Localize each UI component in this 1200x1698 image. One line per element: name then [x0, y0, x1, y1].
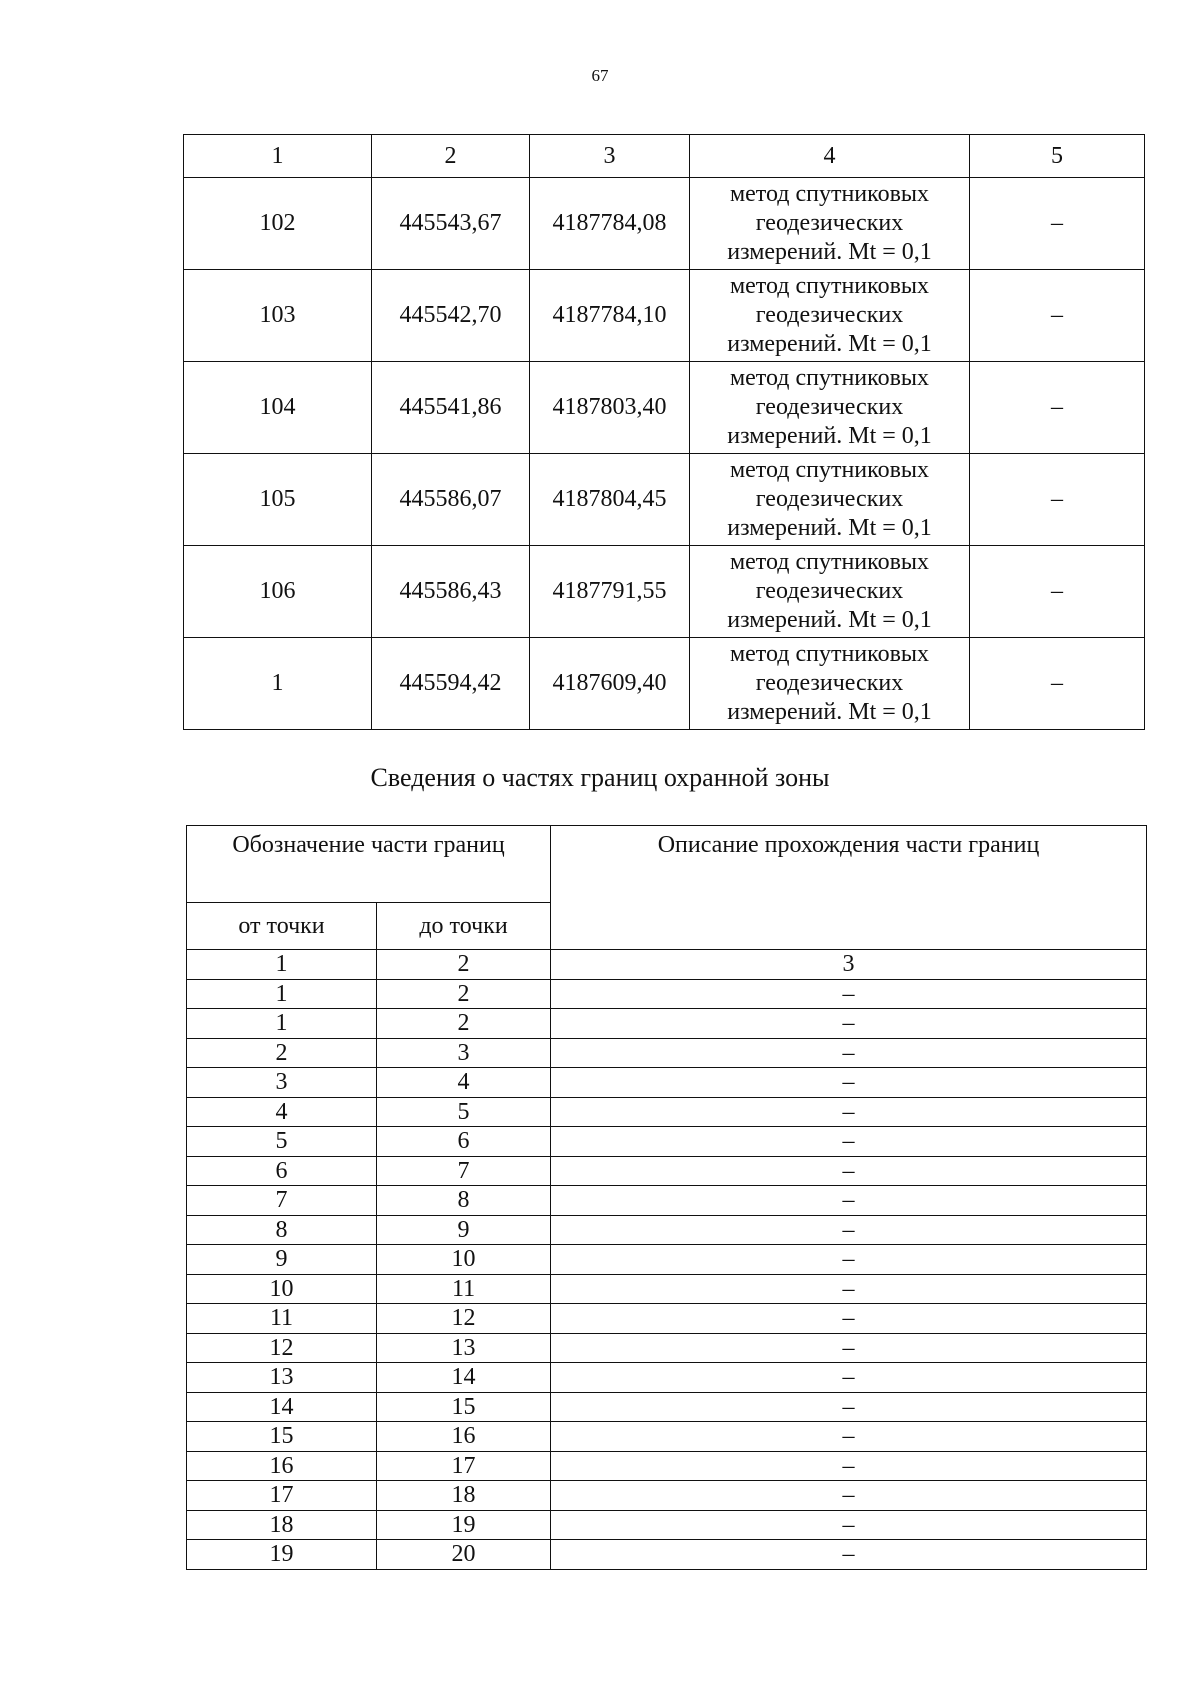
from-point-cell: 5: [187, 1127, 377, 1157]
description-cell: –: [551, 1333, 1147, 1363]
description-cell: –: [551, 1274, 1147, 1304]
coordinates-row: [184, 546, 1145, 638]
from-point-cell: 17: [187, 1481, 377, 1511]
to-point-cell: 8: [377, 1186, 551, 1216]
note-cell: –: [970, 546, 1145, 638]
from-point-cell: 4: [187, 1097, 377, 1127]
table-row: [187, 1510, 1147, 1540]
boundary-parts-table: [186, 825, 1147, 1570]
from-point-cell: 1: [187, 1009, 377, 1039]
description-cell: –: [551, 1245, 1147, 1275]
from-point-cell: 1: [187, 979, 377, 1009]
to-point-cell: 5: [377, 1097, 551, 1127]
table-row: [187, 1245, 1147, 1275]
column-number: 5: [970, 135, 1145, 178]
method-line: геодезических: [755, 210, 904, 236]
parts-header-row: [187, 826, 1147, 903]
from-point-cell: 9: [187, 1245, 377, 1275]
from-point-cell: 7: [187, 1186, 377, 1216]
y-coordinate-cell: 4187784,10: [530, 270, 690, 362]
from-point-cell: 15: [187, 1422, 377, 1452]
table-row: [187, 1363, 1147, 1393]
table-row: [187, 1068, 1147, 1098]
method-line: геодезических: [755, 302, 904, 328]
to-point-cell: 15: [377, 1392, 551, 1422]
from-point-cell: 8: [187, 1215, 377, 1245]
coordinates-row: [184, 638, 1145, 730]
to-point-cell: 19: [377, 1510, 551, 1540]
description-cell: –: [551, 1510, 1147, 1540]
method-line: геодезических: [755, 670, 904, 696]
y-coordinate-cell: 4187804,45: [530, 454, 690, 546]
column-number: 2: [372, 135, 530, 178]
from-point-cell: 19: [187, 1540, 377, 1570]
designation-header: Обозначение части границ: [187, 826, 551, 903]
description-cell: –: [551, 1481, 1147, 1511]
description-cell: –: [551, 979, 1147, 1009]
description-cell: –: [551, 1156, 1147, 1186]
to-point-cell: 20: [377, 1540, 551, 1570]
point-number-cell: 104: [184, 362, 372, 454]
method-line: геодезических: [755, 578, 904, 604]
method-cell: [690, 270, 970, 362]
to-point-cell: 13: [377, 1333, 551, 1363]
to-point-cell: 3: [377, 1038, 551, 1068]
method-cell: [690, 362, 970, 454]
method-line: измерений. Mt = 0,1: [727, 515, 932, 541]
column-number: 3: [530, 135, 690, 178]
from-point-cell: 13: [187, 1363, 377, 1393]
column-number: 4: [690, 135, 970, 178]
description-cell: –: [551, 1540, 1147, 1570]
table-row: [187, 1009, 1147, 1039]
method-cell: [690, 546, 970, 638]
coordinates-table: [183, 134, 1145, 730]
description-cell: –: [551, 1451, 1147, 1481]
method-cell: [690, 178, 970, 270]
to-point-cell: 11: [377, 1274, 551, 1304]
from-point-cell: 14: [187, 1392, 377, 1422]
method-line: измерений. Mt = 0,1: [727, 331, 932, 357]
coordinates-row: [184, 362, 1145, 454]
coordinates-row: [184, 178, 1145, 270]
point-number-cell: 105: [184, 454, 372, 546]
to-point-cell: 10: [377, 1245, 551, 1275]
table-row: [187, 1156, 1147, 1186]
note-cell: –: [970, 638, 1145, 730]
method-line: измерений. Mt = 0,1: [727, 423, 932, 449]
x-coordinate-cell: 445594,42: [372, 638, 530, 730]
y-coordinate-cell: 4187791,55: [530, 546, 690, 638]
from-point-cell: 18: [187, 1510, 377, 1540]
y-coordinate-cell: 4187803,40: [530, 362, 690, 454]
from-point-cell: 16: [187, 1451, 377, 1481]
table-row: [187, 1333, 1147, 1363]
point-number-cell: 106: [184, 546, 372, 638]
note-cell: –: [970, 454, 1145, 546]
to-point-cell: 12: [377, 1304, 551, 1334]
description-cell: –: [551, 1363, 1147, 1393]
table-row: [187, 1422, 1147, 1452]
to-point-cell: 4: [377, 1068, 551, 1098]
note-cell: –: [970, 362, 1145, 454]
x-coordinate-cell: 445543,67: [372, 178, 530, 270]
parts-number-row: [187, 950, 1147, 980]
table-row: [187, 1215, 1147, 1245]
description-cell: –: [551, 1097, 1147, 1127]
x-coordinate-cell: 445586,07: [372, 454, 530, 546]
coordinates-row: [184, 454, 1145, 546]
section-title: Сведения о частях границ охранной зоны: [370, 763, 830, 792]
method-cell: [690, 638, 970, 730]
from-point-cell: 12: [187, 1333, 377, 1363]
column-number: 1: [184, 135, 372, 178]
method-line: метод спутниковых: [729, 181, 930, 207]
x-coordinate-cell: 445586,43: [372, 546, 530, 638]
description-header: Описание прохождения части границ: [551, 826, 1147, 950]
description-cell: –: [551, 1038, 1147, 1068]
method-line: измерений. Mt = 0,1: [727, 699, 932, 725]
method-line: метод спутниковых: [729, 273, 930, 299]
point-number-cell: 103: [184, 270, 372, 362]
table-row: [187, 1540, 1147, 1570]
description-cell: –: [551, 1392, 1147, 1422]
table-row: [187, 1304, 1147, 1334]
note-cell: –: [970, 178, 1145, 270]
x-coordinate-cell: 445542,70: [372, 270, 530, 362]
x-coordinate-cell: 445541,86: [372, 362, 530, 454]
coordinates-header-row: [184, 135, 1145, 178]
column-number: 3: [551, 950, 1147, 980]
to-point-cell: 2: [377, 1009, 551, 1039]
description-cell: –: [551, 1186, 1147, 1216]
table-row: [187, 1274, 1147, 1304]
method-line: метод спутниковых: [729, 641, 930, 667]
method-line: метод спутниковых: [729, 549, 930, 575]
description-cell: –: [551, 1304, 1147, 1334]
from-point-cell: 3: [187, 1068, 377, 1098]
description-cell: –: [551, 1127, 1147, 1157]
description-cell: –: [551, 1068, 1147, 1098]
table-row: [187, 1392, 1147, 1422]
method-cell: [690, 454, 970, 546]
y-coordinate-cell: 4187609,40: [530, 638, 690, 730]
to-point-cell: 2: [377, 979, 551, 1009]
point-number-cell: 102: [184, 178, 372, 270]
method-line: метод спутниковых: [729, 365, 930, 391]
table-row: [187, 979, 1147, 1009]
coordinates-row: [184, 270, 1145, 362]
to-point-cell: 14: [377, 1363, 551, 1393]
point-number-cell: 1: [184, 638, 372, 730]
to-point-cell: 18: [377, 1481, 551, 1511]
description-cell: –: [551, 1422, 1147, 1452]
table-row: [187, 1038, 1147, 1068]
method-line: измерений. Mt = 0,1: [727, 607, 932, 633]
from-point-header: от точки: [187, 903, 377, 950]
to-point-cell: 6: [377, 1127, 551, 1157]
table-row: [187, 1451, 1147, 1481]
y-coordinate-cell: 4187784,08: [530, 178, 690, 270]
from-point-cell: 6: [187, 1156, 377, 1186]
from-point-cell: 11: [187, 1304, 377, 1334]
note-cell: –: [970, 270, 1145, 362]
description-cell: –: [551, 1215, 1147, 1245]
table-row: [187, 1097, 1147, 1127]
to-point-cell: 16: [377, 1422, 551, 1452]
method-line: геодезических: [755, 486, 904, 512]
method-line: геодезических: [755, 394, 904, 420]
description-cell: –: [551, 1009, 1147, 1039]
to-point-cell: 7: [377, 1156, 551, 1186]
from-point-cell: 2: [187, 1038, 377, 1068]
to-point-header: до точки: [377, 903, 551, 950]
column-number: 2: [377, 950, 551, 980]
table-row: [187, 1186, 1147, 1216]
column-number: 1: [187, 950, 377, 980]
table-row: [187, 1127, 1147, 1157]
method-line: метод спутниковых: [729, 457, 930, 483]
to-point-cell: 9: [377, 1215, 551, 1245]
table-row: [187, 1481, 1147, 1511]
page-number: 67: [591, 66, 609, 85]
method-line: измерений. Mt = 0,1: [727, 239, 932, 265]
to-point-cell: 17: [377, 1451, 551, 1481]
from-point-cell: 10: [187, 1274, 377, 1304]
